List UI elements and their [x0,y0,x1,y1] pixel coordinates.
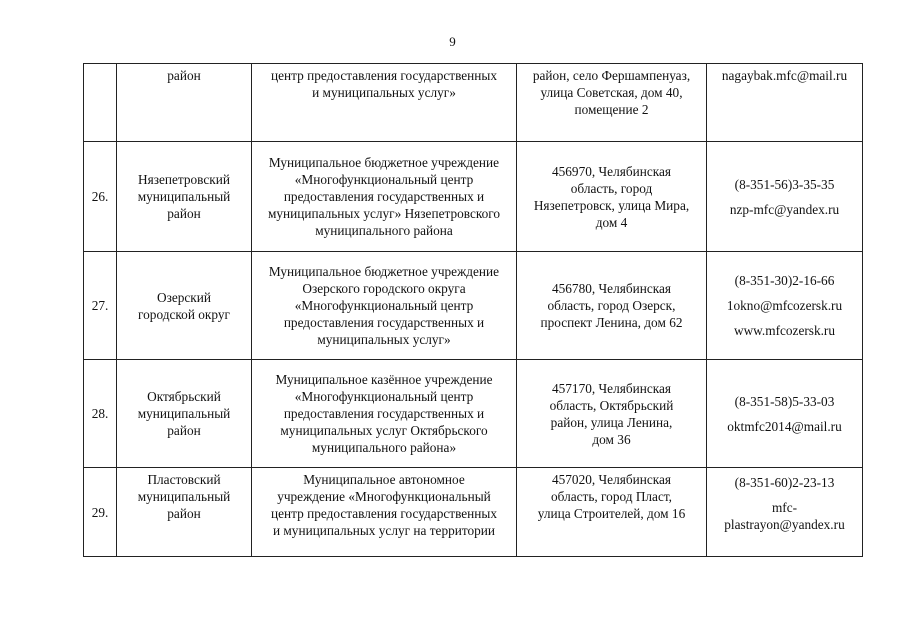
district-line: Октябрьский [147,389,221,404]
address-line: помещение 2 [574,102,649,117]
district-line: муниципальный [137,489,231,504]
organization-line: Озерского городского округа [302,281,466,296]
table-row-continuation [84,64,863,142]
contacts-cell [707,360,863,468]
address-line: область, город Пласт, [551,489,672,504]
email-text-part: mfc- [771,500,798,515]
organization-line: муниципальных услуг» [317,332,451,347]
row-number-cell: 29. [84,468,117,557]
organization-line: учреждение «Многофункциональный [277,489,491,504]
district-cell [117,64,252,142]
address-line: улица Строителей, дом 16 [537,506,686,521]
district-cell [117,142,252,252]
page-number: 9 [449,34,456,49]
district-line: Нязепетровский [138,172,230,187]
address-cell [517,360,707,468]
contacts-cell [707,468,863,557]
email-text: nagaybak.mfc@mail.ru [721,68,848,83]
contacts-cell [707,64,863,142]
address-line: 457170, Челябинская [551,380,671,396]
address-line: 457020, Челябинская [551,472,671,487]
address-line: дом 4 [595,214,628,230]
district-line: Пластовский [147,472,221,487]
organization-line: Муниципальное бюджетное учреждение [268,155,500,170]
email-text: nzp-mfc@yandex.ru [729,201,840,217]
organization-line: Муниципальное автономное [303,472,465,487]
phone-text: (8-351-56)3-35-35 [734,176,835,192]
table-row [84,360,863,468]
district-line: городской округ [138,306,230,322]
website-text: www.mfcozersk.ru [733,323,836,338]
organization-line: «Многофункциональный центр [294,298,474,313]
address-line: район, улица Ленина, [550,414,673,430]
organization-line: муниципальных услуг» Нязепетровского [267,206,501,221]
address-line: Нязепетровск, улица Мира, [533,197,690,213]
organization-line: предоставления государственных и [283,406,485,421]
organization-line: муниципального района» [311,440,457,455]
address-line: область, город [570,180,653,196]
district-line: район [167,68,201,83]
organization-cell [252,64,517,142]
district-cell [117,360,252,468]
address-line: 456970, Челябинская [551,163,671,179]
address-line: проспект Ленина, дом 62 [540,315,683,330]
district-line: район [167,206,201,221]
row-number-cell: 27. [84,252,117,360]
district-line: район [167,423,201,438]
mfc-table [83,63,863,557]
district-cell [117,252,252,360]
email-text: oktmfc2014@mail.ru [727,418,842,434]
phone-text: (8-351-58)5-33-03 [734,393,835,409]
organization-cell [252,360,517,468]
organization-line: Муниципальное казённое учреждение [275,372,493,387]
organization-line: «Многофункциональный центр [294,389,474,404]
district-line: муниципальный [137,406,231,421]
address-line: 456780, Челябинская [551,281,671,296]
organization-line: центр предоставления государственных [271,68,497,83]
district-cell [117,468,252,557]
phone-text: (8-351-30)2-16-66 [734,273,835,288]
email-text-part: plastrayon@yandex.ru [724,517,845,532]
row-number-cell [84,64,117,142]
organization-line: муниципального района [315,223,453,238]
district-line: муниципальный [137,189,231,204]
organization-line: муниципальных услуг Октябрьского [280,423,488,438]
phone-text: (8-351-60)2-23-13 [734,475,835,490]
email-text: 1okno@mfcozersk.ru [726,298,843,313]
address-line: улица Советская, дом 40, [540,85,683,100]
row-number-cell: 26. [84,142,117,252]
address-line: район, село Фершампенуаз, [532,68,691,83]
organization-line: «Многофункциональный центр [294,172,474,187]
organization-line: центр предоставления государственных [271,506,497,521]
address-line: область, город Озерск, [547,298,676,313]
address-line: область, Октябрьский [549,397,674,413]
address-cell [517,252,707,360]
address-cell [517,468,707,557]
address-line: дом 36 [592,431,631,447]
address-cell [517,142,707,252]
table-row [84,142,863,252]
district-line: Озерский [157,289,211,305]
contacts-cell [707,252,863,360]
organization-line: предоставления государственных и [283,315,485,330]
organization-line: предоставления государственных и [283,189,485,204]
contacts-cell [707,142,863,252]
organization-line: и муниципальных услуг на территории [272,523,496,538]
table-row [84,468,863,557]
address-cell [517,64,707,142]
organization-cell [252,142,517,252]
row-number-cell: 28. [84,360,117,468]
organization-line: Муниципальное бюджетное учреждение [268,264,500,279]
organization-line: и муниципальных услуг» [312,85,456,100]
organization-cell [252,468,517,557]
organization-cell [252,252,517,360]
table-row [84,252,863,360]
district-line: район [167,506,201,521]
